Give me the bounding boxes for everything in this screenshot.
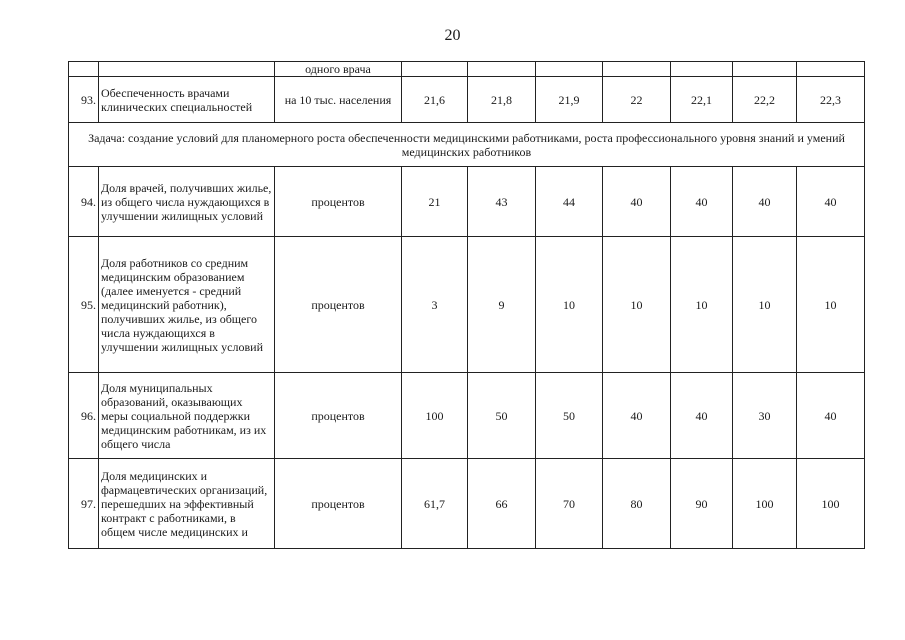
unit-cell: процентов [275,459,402,549]
value-cell: 40 [603,167,671,237]
value-cell: 40 [603,373,671,459]
page-number: 20 [444,27,461,44]
value-cell [733,62,797,77]
value-cell: 80 [603,459,671,549]
value-cell: 44 [536,167,603,237]
value-cell: 21,6 [402,77,468,123]
value-cell: 10 [671,237,733,373]
value-cell: 100 [733,459,797,549]
value-cell: 30 [733,373,797,459]
value-cell: 66 [468,459,536,549]
table-row [69,77,865,123]
value-cell: 40 [797,373,865,459]
indicator-name-cell: Доля медицинских и фармацевтических организаций, перешедших на эффективный контракт с работниками, в общем числе медицинских и [99,459,275,549]
row-number-cell: 97. [69,459,99,549]
unit-cell: одного врача [275,62,402,77]
value-cell: 100 [402,373,468,459]
table-row [69,459,865,549]
unit-cell: процентов [275,167,402,237]
value-cell: 40 [733,167,797,237]
table-row [69,167,865,237]
indicators-table [68,61,865,549]
value-cell: 10 [603,237,671,373]
indicator-name-cell: Доля врачей, получивших жилье, из общего числа нуждающихся в улучшении жилищных условий [99,167,275,237]
row-number-cell: 94. [69,167,99,237]
unit-cell: процентов [275,237,402,373]
value-cell: 21,9 [536,77,603,123]
value-cell [797,62,865,77]
value-cell: 10 [733,237,797,373]
table-row [69,237,865,373]
value-cell: 40 [671,373,733,459]
task-heading: Задача: создание условий для планомерного роста обеспеченности медицинскими работниками, роста профессионального уровня знаний и умений медицинских работников [69,123,865,167]
value-cell [671,62,733,77]
task-row [69,123,865,167]
row-number-cell: 96. [69,373,99,459]
value-cell: 22,3 [797,77,865,123]
value-cell [402,62,468,77]
value-cell: 100 [797,459,865,549]
table-row [69,373,865,459]
value-cell [468,62,536,77]
row-number-cell: 95. [69,237,99,373]
value-cell: 50 [536,373,603,459]
indicator-name-cell: Доля муниципальных образований, оказывающих меры социальной поддержки медицинским работникам, из их общего числа [99,373,275,459]
value-cell: 90 [671,459,733,549]
value-cell: 22,1 [671,77,733,123]
value-cell: 40 [797,167,865,237]
value-cell [536,62,603,77]
value-cell: 70 [536,459,603,549]
value-cell: 9 [468,237,536,373]
value-cell: 43 [468,167,536,237]
indicator-name-cell: Доля работников со средним медицинским образованием (далее именуется - средний медицинский работник), получивших жилье, из общего числа нуждающихся в улучшении жилищных условий [99,237,275,373]
unit-cell: процентов [275,373,402,459]
row-number-cell: 93. [69,77,99,123]
value-cell: 22,2 [733,77,797,123]
value-cell: 22 [603,77,671,123]
value-cell: 10 [536,237,603,373]
value-cell: 50 [468,373,536,459]
indicator-name-cell: Обеспеченность врачами клинических специальностей [99,77,275,123]
table-row-continuation [69,62,865,77]
value-cell: 3 [402,237,468,373]
value-cell: 10 [797,237,865,373]
value-cell: 40 [671,167,733,237]
value-cell: 61,7 [402,459,468,549]
value-cell: 21 [402,167,468,237]
unit-cell: на 10 тыс. населения [275,77,402,123]
value-cell: 21,8 [468,77,536,123]
value-cell [603,62,671,77]
indicator-name-cell [99,62,275,77]
row-number-cell [69,62,99,77]
